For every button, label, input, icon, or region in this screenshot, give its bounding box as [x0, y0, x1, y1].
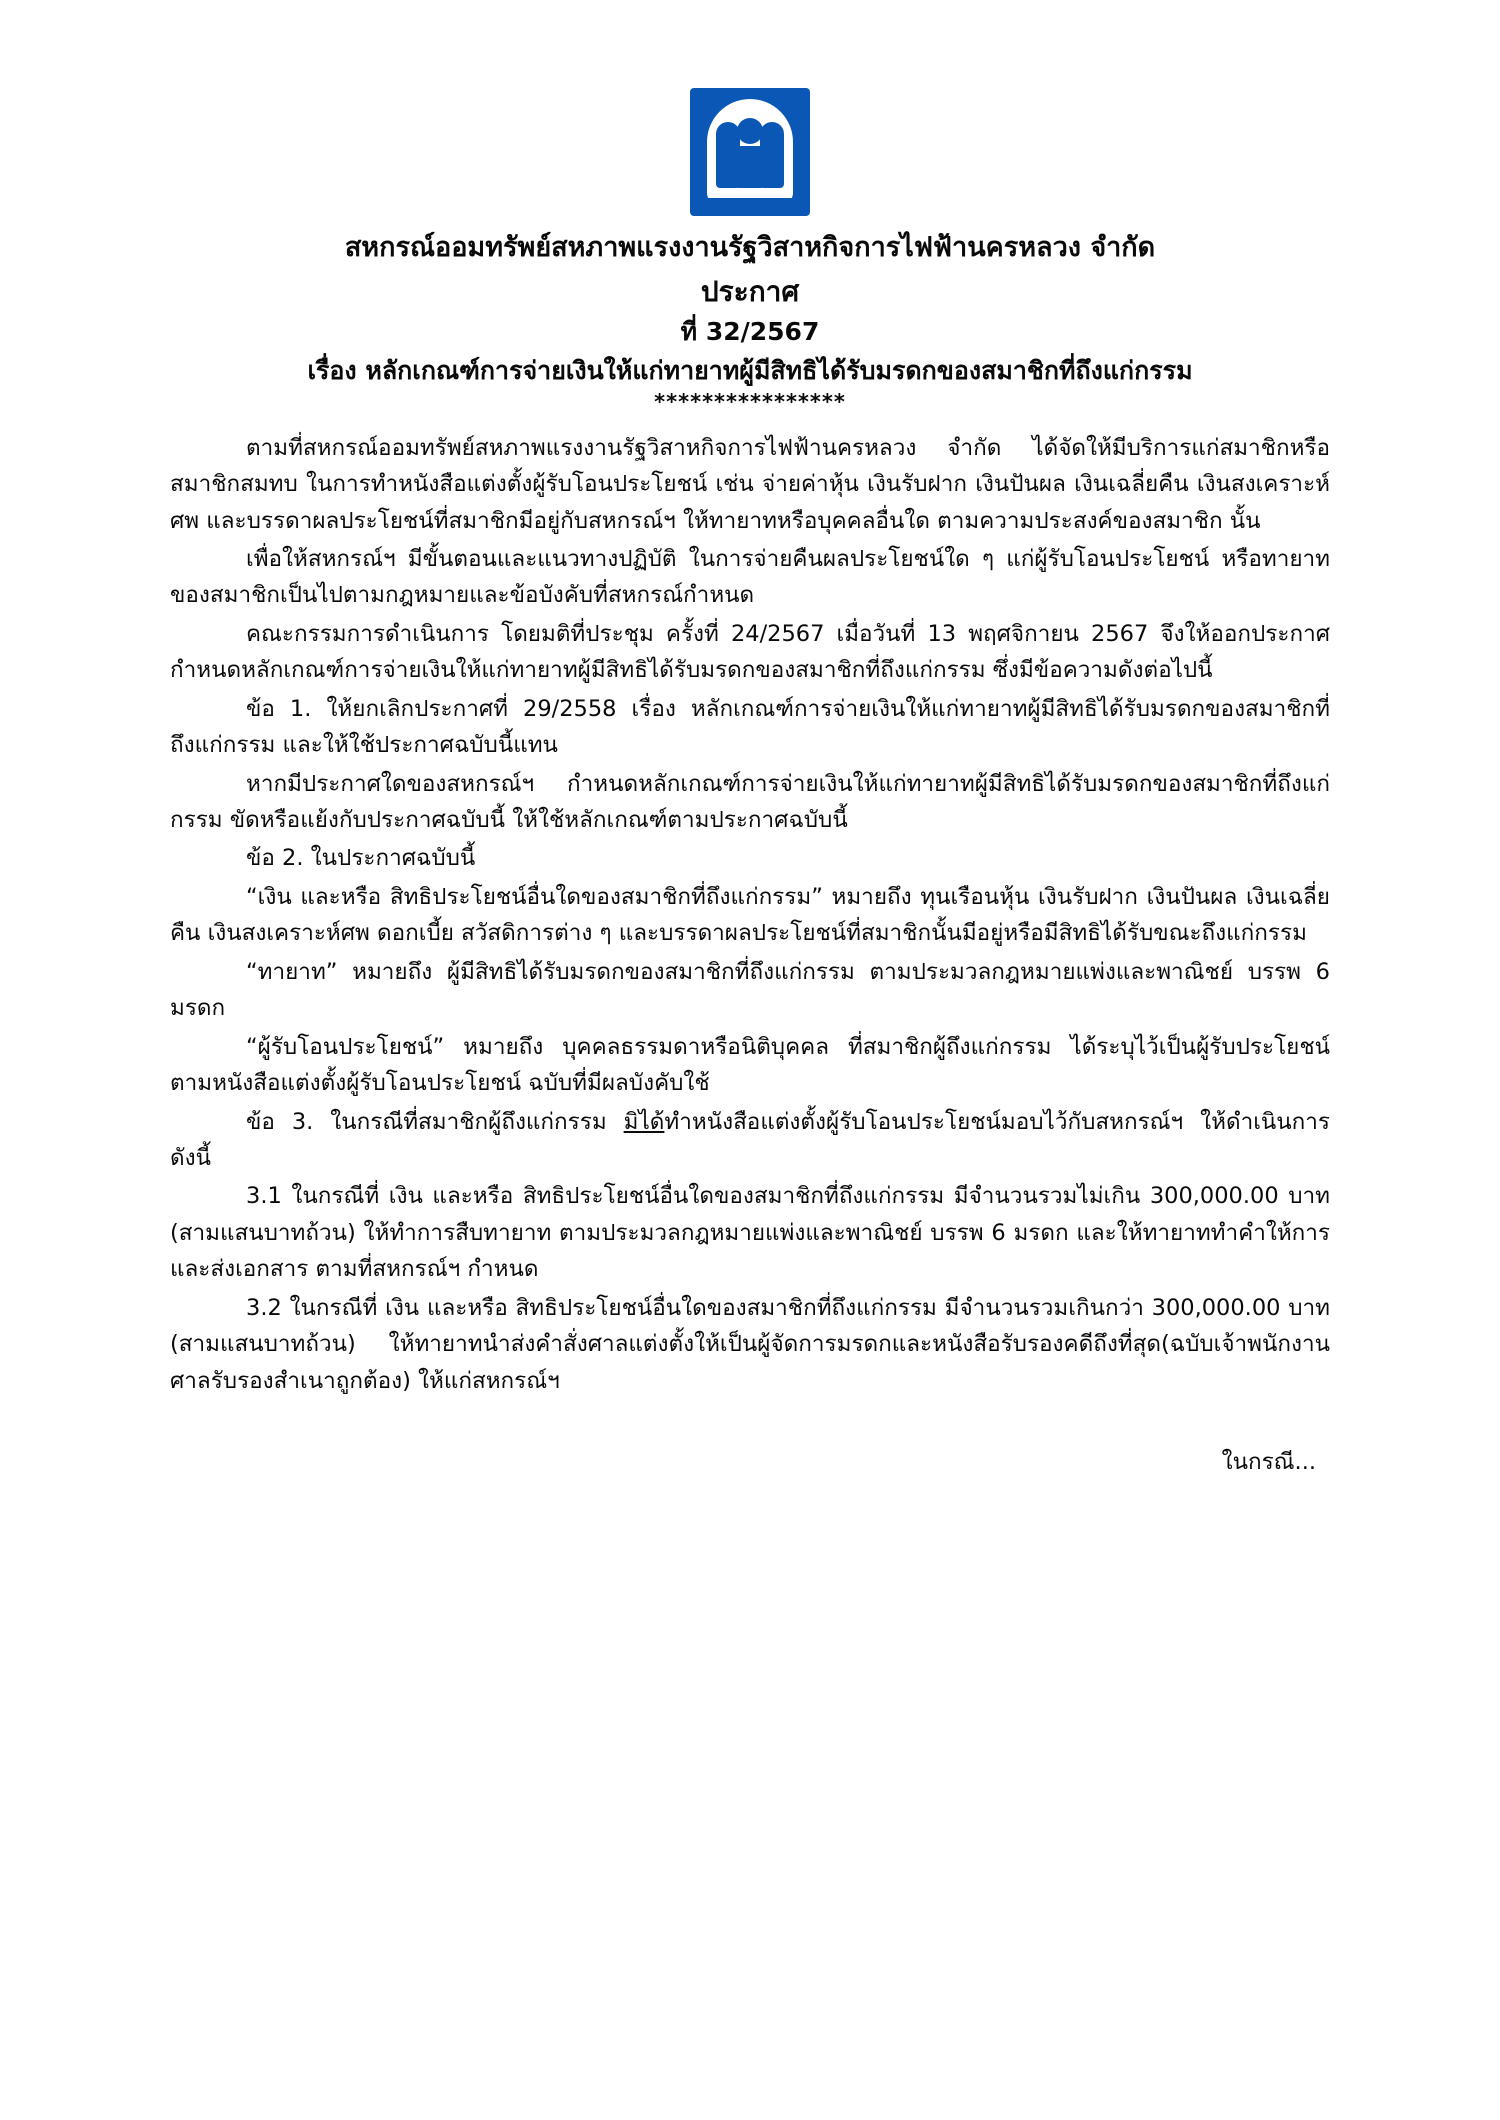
continuation-note: ในกรณี...: [1221, 1449, 1316, 1475]
paragraph-purpose: เพื่อให้สหกรณ์ฯ มีขั้นตอนและแนวทางปฏิบัติ ในการจ่ายคืนผลประโยชน์ใด ๆ แก่ผู้รับโอนประโยชน์ หรือทายาทของสมาชิกเป็นไปตามกฎหมายและข้อบังคับที่สหกรณ์กำหนด: [170, 545, 1330, 609]
clause-3: [170, 1104, 1330, 1177]
document-number: ที่ 32/2567: [680, 316, 820, 346]
document-subject: เรื่อง หลักเกณฑ์การจ่ายเงินให้แก่ทายาทผู้มีสิทธิได้รับมรดกของสมาชิกที่ถึงแก่กรรม: [307, 355, 1193, 385]
clause-3-underlined: มิได้: [623, 1108, 665, 1135]
document-type: ประกาศ: [700, 275, 800, 309]
organization-name: สหกรณ์ออมทรัพย์สหภาพแรงงานรัฐวิสาหกิจการไฟฟ้านครหลวง จำกัด: [344, 232, 1156, 263]
definition-heir: “ทายาท” หมายถึง ผู้มีสิทธิได้รับมรดกของสมาชิกที่ถึงแก่กรรม ตามประมวลกฎหมายแพ่งและพาณิชย์ บรรพ 6 มรดก: [170, 958, 1330, 1022]
clause-3-2: 3.2 ในกรณีที่ เงิน และหรือ สิทธิประโยชน์อื่นใดของสมาชิกที่ถึงแก่กรรม มีจำนวนรวมเกินกว่า 300,000.00 บาท (สามแสนบาทถ้วน) ให้ทายาทนำส่งคำสั่งศาลแต่งตั้งให้เป็นผู้จัดการมรดกและหนังสือรับรองคดีถึงที่สุด(ฉบับเจ้าพนักงานศาลรับรองสำเนาถูกต้อง) ให้แก่สหกรณ์ฯ: [170, 1294, 1330, 1394]
clause-3-prefix: ข้อ 3. ในกรณีที่สมาชิกผู้ถึงแก่กรรม: [246, 1108, 624, 1135]
definition-beneficiary: “ผู้รับโอนประโยชน์” หมายถึง บุคคลธรรมดาหรือนิติบุคคล ที่สมาชิกผู้ถึงแก่กรรม ได้ระบุไว้เป็นผู้รับประโยชน์ ตามหนังสือแต่งตั้งผู้รับโอนประโยชน์ ฉบับที่มีผลบังคับใช้: [170, 1033, 1330, 1097]
document-body: [170, 430, 1330, 1399]
clause-3-suffix: ทำหนังสือแต่งตั้งผู้รับโอนประโยชน์มอบไว้กับสหกรณ์ฯ ให้ดำเนินการดังนี้: [170, 1108, 1330, 1171]
cooperative-emblem-icon: [690, 88, 810, 216]
clause-1-note: หากมีประกาศใดของสหกรณ์ฯ กำหนดหลักเกณฑ์การจ่ายเงินให้แก่ทายาทผู้มีสิทธิได้รับมรดกของสมาชิกที่ถึงแก่กรรม ขัดหรือแย้งกับประกาศฉบับนี้ ให้ใช้หลักเกณฑ์ตามประกาศฉบับนี้: [170, 770, 1330, 833]
star-divider: ****************: [654, 389, 846, 414]
paragraph-resolution: คณะกรรมการดำเนินการ โดยมติที่ประชุม ครั้งที่ 24/2567 เมื่อวันที่ 13 พฤศจิกายน 2567 จึงให้ออกประกาศกำหนดหลักเกณฑ์การจ่ายเงินให้แก่ทายาทผู้มีสิทธิได้รับมรดกของสมาชิกที่ถึงแก่กรรม ซึ่งมีข้อความดังต่อไปนี้: [170, 620, 1330, 684]
clause-1: ข้อ 1. ให้ยกเลิกประกาศที่ 29/2558 เรื่อง หลักเกณฑ์การจ่ายเงินให้แก่ทายาทผู้มีสิทธิได้รับมรดกของสมาชิกที่ถึงแก่กรรม และให้ใช้ประกาศฉบับนี้แทน: [170, 695, 1330, 759]
definition-money: “เงิน และหรือ สิทธิประโยชน์อื่นใดของสมาชิกที่ถึงแก่กรรม” หมายถึง ทุนเรือนหุ้น เงินรับฝาก เงินปันผล เงินเฉลี่ยคืน เงินสงเคราะห์ศพ ดอกเบี้ย สวัสดิการต่าง ๆ และบรรดาผลประโยชน์ที่สมาชิกนั้นมีอยู่หรือมีสิทธิได้รับขณะถึงแก่กรรม: [170, 883, 1330, 947]
clause-2: ข้อ 2. ในประกาศฉบับนี้: [246, 845, 476, 872]
paragraph-intro: ตามที่สหกรณ์ออมทรัพย์สหภาพแรงงานรัฐวิสาหกิจการไฟฟ้านครหลวง จำกัด ได้จัดให้มีบริการแก่สมาชิกหรือสมาชิกสมทบ ในการทำหนังสือแต่งตั้งผู้รับโอนประโยชน์ เช่น จ่ายค่าหุ้น เงินรับฝาก เงินปันผล เงินเฉลี่ยคืน เงินสงเคราะห์ศพ และบรรดาผลประโยชน์ที่สมาชิกมีอยู่กับสหกรณ์ฯ ให้ทายาทหรือบุคคลอื่นใด ตามความประสงค์ของสมาชิก นั้น: [170, 434, 1330, 534]
logo-container: [170, 88, 1330, 216]
clause-3-1: 3.1 ในกรณีที่ เงิน และหรือ สิทธิประโยชน์อื่นใดของสมาชิกที่ถึงแก่กรรม มีจำนวนรวมไม่เกิน 300,000.00 บาท (สามแสนบาทถ้วน) ให้ทำการสืบทายาท ตามประมวลกฎหมายแพ่งและพาณิชย์ บรรพ 6 มรดก และให้ทายาททำคำให้การและส่งเอกสาร ตามที่สหกรณ์ฯ กำหนด: [170, 1183, 1330, 1283]
